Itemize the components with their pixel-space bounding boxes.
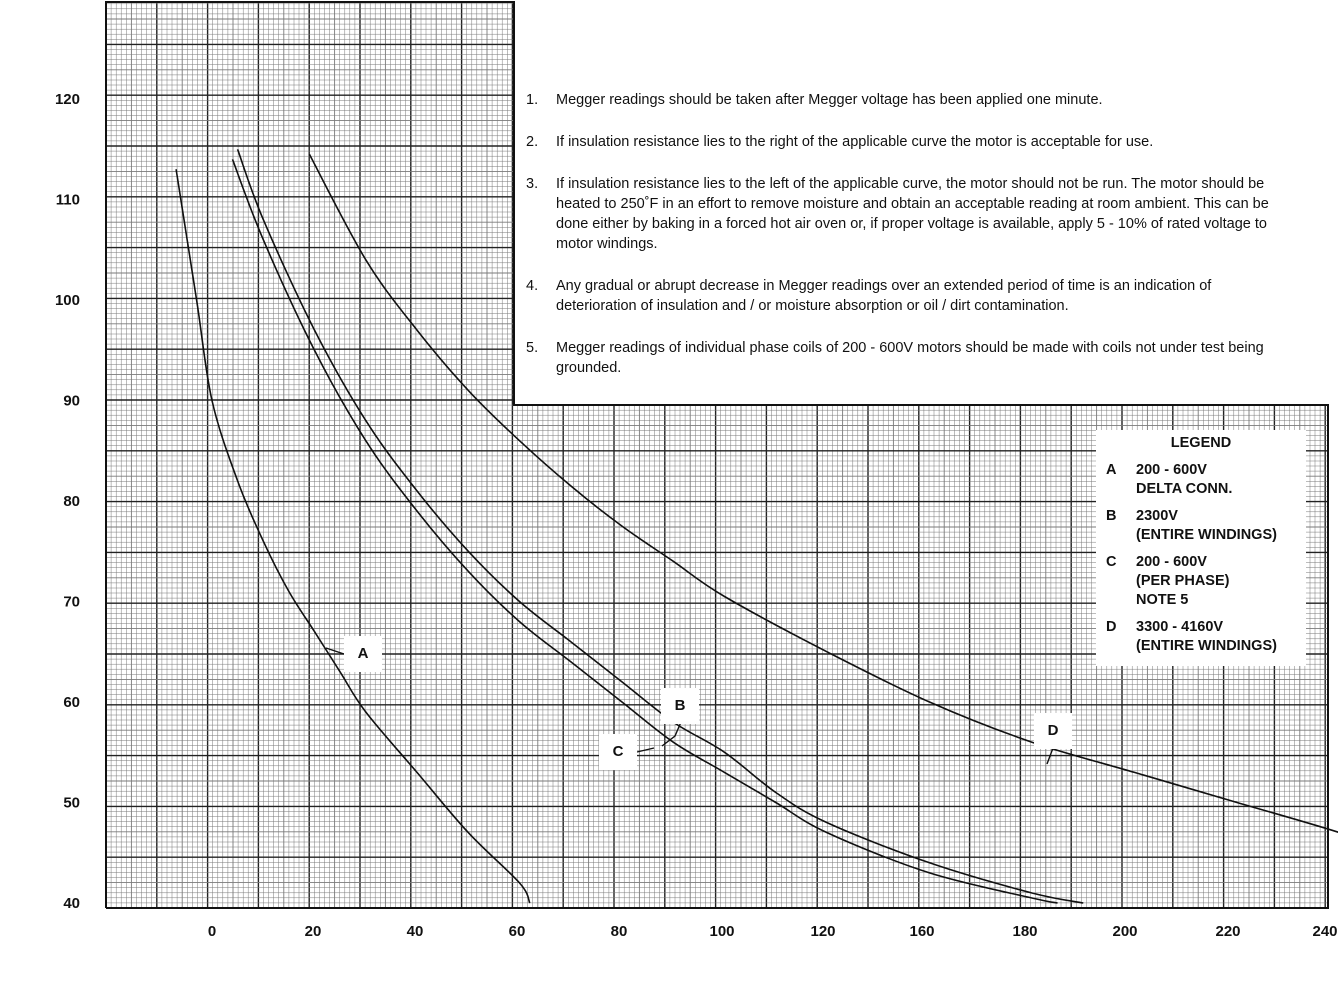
legend-key: A bbox=[1106, 462, 1117, 478]
note-text: Any gradual or abrupt decrease in Megger readings over an extended period of time is an indication of deterioration of insulation and / or moisture absorption or oil / dirt contamination. bbox=[556, 278, 1212, 314]
note-text: Megger readings of individual phase coils of 200 - 600V motors should be made with coils not under test being grounded. bbox=[556, 340, 1264, 376]
curve-label-b: B bbox=[661, 688, 699, 724]
note-number: 5. bbox=[526, 340, 539, 356]
legend-line: (ENTIRE WINDINGS) bbox=[1136, 638, 1277, 654]
note-text: Megger readings should be taken after Megger voltage has been applied one minute. bbox=[556, 92, 1103, 108]
legend-item-d bbox=[1096, 618, 1306, 656]
curve-label-c: C bbox=[599, 734, 637, 770]
legend-desc bbox=[1136, 507, 1306, 545]
legend-title: LEGEND bbox=[1170, 435, 1232, 451]
note-number: 4. bbox=[526, 278, 539, 294]
x-axis-ticks bbox=[208, 923, 1338, 940]
legend-desc bbox=[1136, 553, 1306, 610]
legend-line: 200 - 600V bbox=[1136, 462, 1207, 478]
legend-line: (PER PHASE) bbox=[1136, 573, 1230, 589]
legend-line: 3300 - 4160V bbox=[1136, 619, 1224, 635]
curve-label-d: D bbox=[1034, 713, 1072, 749]
legend-desc bbox=[1136, 618, 1306, 656]
notes-panel bbox=[516, 90, 1286, 400]
legend-line: 2300V bbox=[1136, 508, 1178, 524]
legend-key: C bbox=[1106, 554, 1117, 570]
note-item bbox=[516, 174, 1286, 254]
note-item bbox=[516, 276, 1286, 316]
y-tick-label: 40 bbox=[63, 895, 80, 912]
note-number: 3. bbox=[526, 176, 539, 192]
note-text: If insulation resistance lies to the right of the applicable curve the motor is acceptable for use. bbox=[556, 134, 1154, 150]
x-tick-label: 200 bbox=[1112, 923, 1138, 940]
x-tick-label: 160 bbox=[909, 923, 935, 940]
curve-label-a: A bbox=[344, 636, 382, 672]
x-tick-label: 240 bbox=[1312, 923, 1338, 940]
legend-key: D bbox=[1106, 619, 1117, 635]
y-tick-label: 100 bbox=[54, 292, 80, 309]
legend-key: B bbox=[1106, 508, 1117, 524]
y-tick-label: 110 bbox=[55, 191, 80, 209]
y-tick-label: 90 bbox=[63, 392, 80, 410]
legend-line: (ENTIRE WINDINGS) bbox=[1136, 527, 1277, 543]
legend-item-c bbox=[1096, 553, 1306, 610]
legend-item-b bbox=[1096, 507, 1306, 545]
note-item bbox=[516, 132, 1286, 152]
x-tick-label: 60 bbox=[508, 923, 526, 940]
x-tick-label: 20 bbox=[304, 923, 322, 940]
note-number: 1. bbox=[526, 92, 539, 108]
x-tick-label: 80 bbox=[610, 923, 628, 940]
x-tick-label: 120 bbox=[810, 923, 836, 940]
note-number: 2. bbox=[526, 134, 539, 150]
legend-line: DELTA CONN. bbox=[1136, 481, 1233, 497]
x-tick-label: 40 bbox=[406, 923, 424, 940]
y-tick-label: 120 bbox=[54, 91, 80, 108]
note-item bbox=[516, 90, 1286, 110]
legend-line: 200 - 600V bbox=[1136, 554, 1207, 570]
x-tick-label: 100 bbox=[709, 923, 735, 940]
legend-line: NOTE 5 bbox=[1136, 592, 1189, 608]
y-axis-ticks bbox=[55, 91, 80, 912]
y-tick-label: 70 bbox=[63, 593, 80, 611]
legend bbox=[1096, 430, 1306, 666]
x-tick-label: 0 bbox=[207, 923, 217, 940]
x-tick-label: 220 bbox=[1215, 923, 1241, 940]
y-tick-label: 60 bbox=[63, 694, 80, 711]
legend-desc bbox=[1136, 461, 1306, 499]
legend-item-a bbox=[1096, 461, 1306, 499]
y-tick-label: 80 bbox=[63, 493, 80, 510]
note-text: If insulation resistance lies to the left of the applicable curve, the motor should not be run. The motor should be heated to 250˚F in an effort to remove moisture and obtain an acceptable reading at room ambient. This can be done either by baking in a forced hot air oven or, if proper voltage is available, apply 5 - 10% of rated voltage to motor windings. bbox=[556, 176, 1269, 252]
y-tick-label: 50 bbox=[63, 794, 80, 812]
x-tick-label: 180 bbox=[1012, 923, 1038, 940]
note-item bbox=[516, 338, 1286, 378]
